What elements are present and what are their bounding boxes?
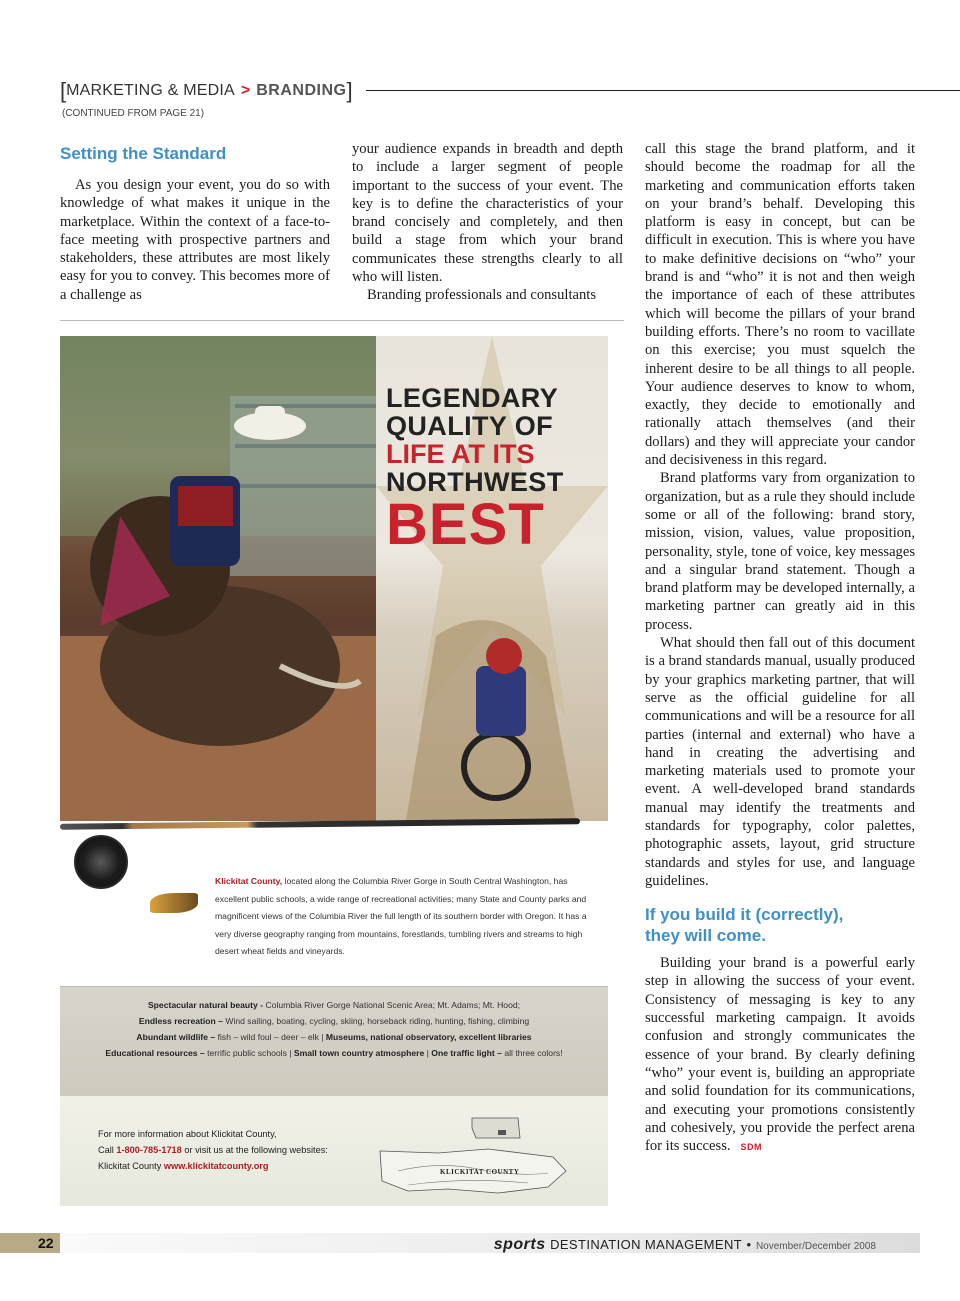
- feature-4-title-2: Small town country atmosphere: [293, 1048, 425, 1058]
- footer-publication: [494, 1236, 876, 1254]
- column-2: [352, 140, 623, 305]
- page-number: 22: [38, 1235, 54, 1251]
- feature-4-text-2: all three colors!: [504, 1048, 563, 1058]
- contact-county-label: Klickitat County: [98, 1161, 162, 1171]
- contact-line-2-rest: or visit us at the following websites:: [184, 1145, 328, 1155]
- bull-rider-photo: [60, 336, 376, 821]
- features-list: [60, 997, 608, 1061]
- col1-paragraph-1: As you design your event, you do so with knowledge of what makes it unique in the marketplace. Within the context of a face-to-face meeting with prospective partners and stakeholders, these attributes are most likely easy for you to convey. This becomes more of a challenge as: [60, 177, 330, 303]
- heading-build-it-line2: they will come.: [645, 926, 766, 946]
- col2-paragraph-2: Branding professionals and consultants: [367, 287, 597, 304]
- continued-note: (CONTINUED FROM PAGE 21): [62, 108, 205, 119]
- header-bracket-open: [: [60, 78, 67, 103]
- ad-headline-line4: NORTHWEST: [386, 467, 564, 497]
- contact-line-3: [98, 1158, 328, 1174]
- col3-paragraph-4: [645, 954, 915, 1156]
- feature-3-title-2: Museums, national observatory, excellent libraries: [325, 1032, 532, 1042]
- county-description-text: located along the Columbia River Gorge in South Central Washington, has excellent public schools, a wide range of recreational activities; many State and County parks and magnificent views of the Columbia River the full length of its southern border with Oregon. It has a very diverse geography ranging from mountains, forestlands, tumbling rivers and streams to high desert wheat fields and vineyards.: [215, 876, 587, 956]
- column-1: [60, 143, 330, 304]
- fishing-reel-icon: [74, 835, 128, 889]
- contact-line-1: For more information about Klickitat County,: [98, 1129, 277, 1139]
- header-section: MARKETING & MEDIA: [66, 82, 235, 99]
- footer-bar: [60, 1233, 920, 1253]
- washington-state-icon: [468, 1114, 528, 1144]
- col2-paragraph-1: your audience expands in breadth and depth to include a larger segment of people important to the success of your event. The key is to define the characteristics of your brand concisely and completely, and then build a stage from which your brand communicates these strengths clearly to all who will listen.: [352, 141, 623, 286]
- footer-brand-rest: DESTINATION MANAGEMENT: [550, 1237, 743, 1252]
- ad-county-description: [215, 873, 595, 961]
- feature-3-title: Abundant wildlife –: [136, 1032, 216, 1042]
- col3-paragraph-3: What should then fall out of this document is a brand standards manual, usually produced by your graphics marketing partner, that will serve as the official guideline for all communications and will be a resource for all parties (internal and external) who have a hand in creating the advertising and marketing materials used to promote your event. A well-developed brand standards manual may identify the treatments and standards for typography, color palettes, photographic assets, layout, grid structure standards and styles for use, and language guidelines.: [645, 635, 915, 889]
- feature-4-title: Educational resources –: [105, 1048, 205, 1058]
- heading-setting-standard: Setting the Standard: [60, 144, 227, 163]
- feature-2-title: Endless recreation –: [138, 1016, 223, 1026]
- heading-build-it: [645, 904, 915, 946]
- feature-2-text: Wind sailing, boating, cycling, skiing, horseback riding, hunting, fishing, climbing: [225, 1016, 530, 1026]
- sdm-end-mark: SDM: [740, 1142, 763, 1153]
- header-arrow: >: [240, 82, 251, 99]
- klickitat-advertisement: [60, 320, 624, 1207]
- ad-headline-line3: LIFE AT ITS: [386, 439, 535, 469]
- ad-headline-panel: [376, 336, 608, 821]
- feature-4-title-3: One traffic light –: [431, 1048, 502, 1058]
- feature-line-2: [60, 1013, 608, 1029]
- col3-paragraph-4-text: Building your brand is a powerful early step in allowing the success of your event. Consistency of messaging is key to any successful marketing campaign. It avoids confusion and strongly communicates the essence of your brand. By clearly defining “who” your event is, building an appropriate and solid foundation for its communications, and executing your promotions consistently and cohesively, you provide the perfect arena for its success.: [645, 955, 915, 1155]
- heading-build-it-line1: If you build it (correctly),: [645, 905, 844, 925]
- header-bracket-close: ]: [346, 78, 353, 103]
- section-header: [60, 78, 960, 104]
- footer-bullet: •: [746, 1237, 752, 1252]
- col3-paragraph-1: call this stage the brand platform, and it should become the roadmap for all the marketing and communication efforts taken on your brand’s behalf. Developing this platform is easy in concept, but can be difficult in execution. This is where you have to make definitive decisions on “who” your brand is and “who” it is not and then weigh the importance of each of these attributes which will become the pillars of your brand building efforts. There’s no room to vacillate on this exercise; you must squelch the inherent desire to be all things to all people. Your audience deserves to know to whom, exactly, they decide to emotionally and rationally attach themselves (and their dollars) and they will appreciate your candor and decisiveness in this regard.: [645, 141, 915, 469]
- feature-3-text: fish – wild foul – deer – elk |: [217, 1032, 324, 1042]
- feature-4-text: terrific public schools |: [207, 1048, 292, 1058]
- feature-line-1: [60, 997, 608, 1013]
- contact-line-2: [98, 1142, 328, 1158]
- feature-4-separator: |: [426, 1048, 429, 1058]
- ad-headline-line5: BEST: [386, 492, 545, 557]
- contact-phone[interactable]: 1-800-785-1718: [116, 1145, 182, 1155]
- page-footer: [0, 1233, 960, 1253]
- map-title: KLICKITAT COUNTY: [440, 1168, 520, 1176]
- county-website-link[interactable]: www.klickitatcounty.org: [163, 1161, 269, 1171]
- ad-contact-panel: [60, 1096, 608, 1206]
- footer-brand-bold: sports: [493, 1236, 546, 1253]
- footer-issue-date: November/December 2008: [755, 1241, 876, 1252]
- col3-paragraph-2: Brand platforms vary from organization to organization, but as a rule they should include some or all of the following: brand story, mission, vision, values, value proposition, personality, style, tone of voice, key messages and a singular brand statement. Though a brand platform may be developed internally, a marketing partner can greatly aid in this process.: [645, 470, 915, 633]
- ad-headline-line2: QUALITY OF: [386, 411, 554, 441]
- ad-headline-line1: LEGENDARY: [386, 383, 559, 413]
- feature-line-4: [60, 1045, 608, 1061]
- ad-headline: [386, 383, 601, 557]
- county-name: Klickitat County,: [215, 876, 283, 886]
- header-rule: [366, 90, 960, 91]
- feature-line-3: [60, 1029, 608, 1045]
- feature-1-title: Spectacular natural beauty -: [147, 1000, 264, 1010]
- ad-contact-info: [98, 1126, 328, 1174]
- bull-rider-illustration: [60, 336, 376, 821]
- header-subsection: BRANDING: [256, 82, 347, 99]
- fishing-fly-icon: [150, 893, 198, 913]
- column-3: [645, 140, 915, 1156]
- ad-features-band: [60, 986, 608, 1097]
- feature-1-text: Columbia River Gorge National Scenic Area; Mt. Adams; Mt. Hood;: [265, 1000, 521, 1010]
- contact-call-label: Call: [98, 1145, 114, 1155]
